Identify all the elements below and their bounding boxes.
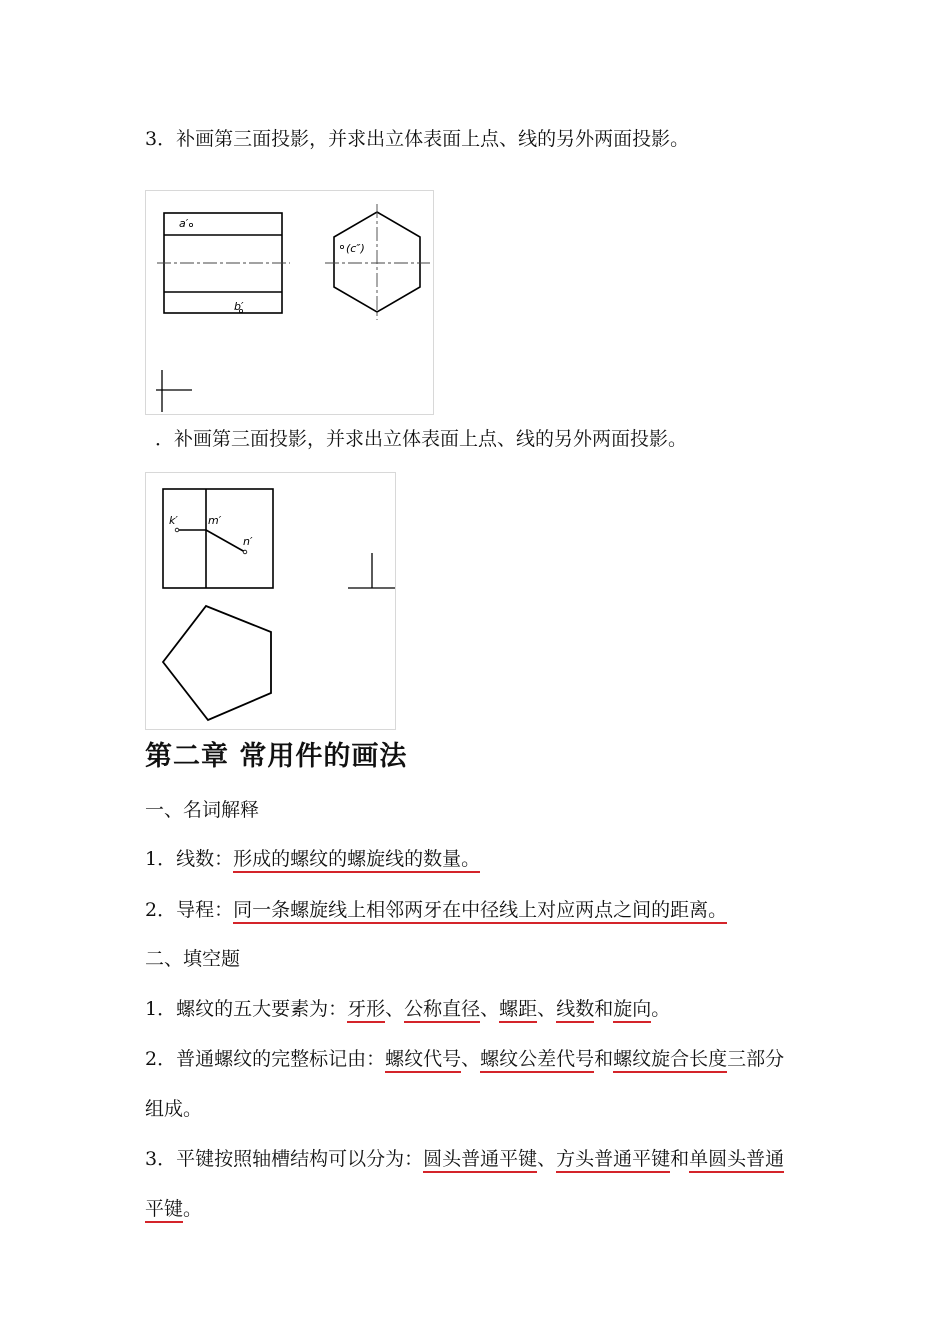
definition-item-2 bbox=[145, 897, 727, 923]
label-c-double-prime: (c″) bbox=[346, 242, 365, 255]
answer-blank: 旋向 bbox=[613, 998, 651, 1023]
question-prefix: 2．普通螺纹的完整标记由： bbox=[145, 1048, 386, 1070]
question-prefix: 3．平键按照轴槽结构可以分为： bbox=[145, 1148, 424, 1170]
item-number: 1． bbox=[145, 848, 177, 870]
label-a-prime: a′ bbox=[179, 217, 189, 230]
figure-prism-projection bbox=[145, 190, 435, 415]
separator: 和 bbox=[594, 1048, 614, 1070]
fill-question-1 bbox=[145, 996, 670, 1022]
fill-question-2 bbox=[145, 1046, 784, 1072]
label-b-prime: b′ bbox=[234, 300, 244, 313]
answer-blank: 平键 bbox=[145, 1198, 183, 1223]
answer-blank: 螺纹旋合长度 bbox=[613, 1048, 727, 1073]
separator: 、 bbox=[537, 1148, 557, 1170]
label-n-prime: n′ bbox=[243, 535, 253, 548]
answer-blank: 线数 bbox=[556, 998, 594, 1023]
question-suffix: 三部分 bbox=[727, 1048, 785, 1070]
question-number: 3． bbox=[145, 128, 177, 150]
item-answer: 形成的螺纹的螺旋线的数量。 bbox=[233, 848, 480, 873]
chapter-title: 第二章 常用件的画法 bbox=[145, 741, 408, 772]
separator: 、 bbox=[461, 1048, 481, 1070]
separator: 、 bbox=[480, 998, 500, 1020]
item-term: 导程： bbox=[176, 899, 234, 921]
fill-question-2-cont: 组成。 bbox=[145, 1098, 203, 1120]
answer-blank: 公称直径 bbox=[404, 998, 480, 1023]
question-prefix: 1．螺纹的五大要素为： bbox=[145, 998, 348, 1020]
fill-question-3 bbox=[145, 1146, 784, 1172]
section-1-title: 一、名词解释 bbox=[145, 799, 260, 821]
answer-blank: 单圆头普通 bbox=[689, 1148, 784, 1173]
question-3-text bbox=[145, 126, 689, 152]
item-term: 线数： bbox=[176, 848, 234, 870]
answer-blank: 螺纹公差代号 bbox=[480, 1048, 594, 1073]
separator: 和 bbox=[670, 1148, 690, 1170]
question-bullet: ． bbox=[155, 428, 175, 450]
separator: 、 bbox=[537, 998, 557, 1020]
section-2-title: 二、填空题 bbox=[145, 948, 241, 970]
separator: 和 bbox=[594, 998, 614, 1020]
separator: 、 bbox=[385, 998, 405, 1020]
fill-question-3-cont bbox=[145, 1196, 202, 1222]
question-body: 补画第三面投影，并求出立体表面上点、线的另外两面投影。 bbox=[176, 128, 690, 150]
answer-blank: 圆头普通平键 bbox=[423, 1148, 537, 1173]
question-body: 补画第三面投影，并求出立体表面上点、线的另外两面投影。 bbox=[174, 428, 688, 450]
period: 。 bbox=[651, 998, 671, 1020]
label-m-prime: m′ bbox=[208, 514, 222, 527]
label-k-prime: k′ bbox=[169, 514, 178, 527]
answer-blank: 牙形 bbox=[347, 998, 385, 1023]
item-answer: 同一条螺旋线上相邻两牙在中径线上对应两点之间的距离。 bbox=[233, 899, 727, 924]
answer-blank: 方头普通平键 bbox=[556, 1148, 670, 1173]
answer-blank: 螺纹代号 bbox=[385, 1048, 461, 1073]
period: 。 bbox=[183, 1198, 203, 1220]
definition-item-1 bbox=[145, 846, 480, 872]
question-mid-text bbox=[155, 426, 687, 452]
item-number: 2． bbox=[145, 899, 177, 921]
figure-pentagon-prism bbox=[145, 472, 397, 730]
answer-blank: 螺距 bbox=[499, 998, 537, 1023]
